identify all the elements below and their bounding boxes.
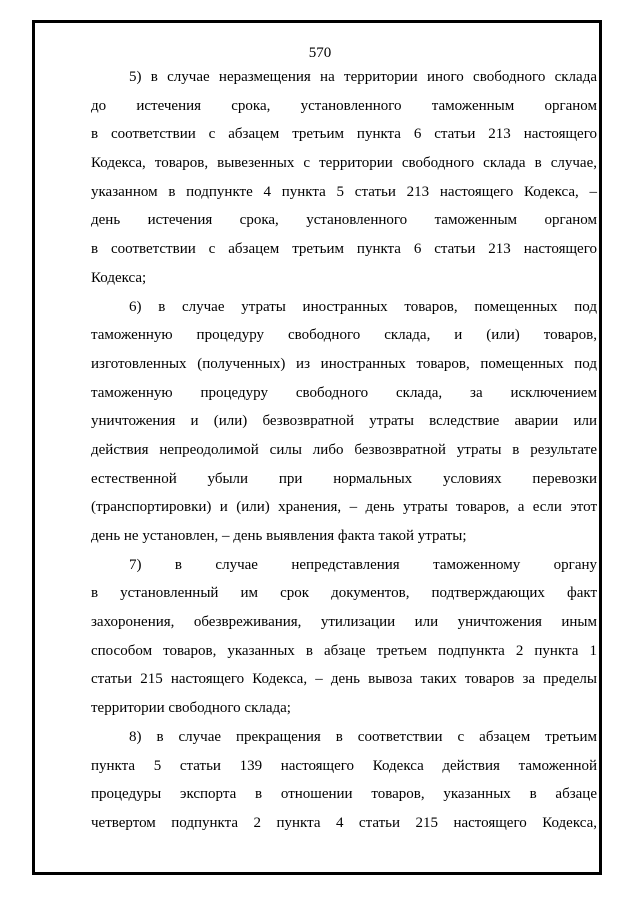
text-line: статьи 215 настоящего Кодекса, – день вывоза таких товаров за пределы [91, 671, 597, 688]
text-line: день не установлен, – день выявления факта такой утраты; [91, 528, 467, 544]
text-line: пункта 5 статьи 139 настоящего Кодекса действия таможенной [91, 757, 597, 774]
text-line: указанном в подпункте 4 пункта 5 статьи 213 настоящего Кодекса, – [91, 183, 597, 200]
text-line: территории свободного склада; [91, 700, 291, 717]
text-line: в установленный им срок документов, подтверждающих факт [91, 585, 597, 602]
document-body [91, 63, 597, 838]
paragraph [91, 551, 597, 723]
text-line: в соответствии с абзацем третьим пункта 6 статьи 213 настоящего [91, 126, 597, 143]
text-line: Кодекса; [91, 269, 147, 286]
text-line: (транспортировки) и (или) хранения, – день утраты товаров, а если этот [91, 499, 597, 516]
text-line: способом товаров, указанных в абзаце третьем подпункта 2 пункта 1 [91, 642, 597, 659]
text-line: четвертом подпункта 2 пункта 4 статьи 215 настоящего Кодекса, [91, 814, 597, 831]
text-line: изготовленных (полученных) из иностранных товаров, помещенных под [91, 355, 597, 372]
text-line: день истечения срока, установленного таможенным органом [91, 212, 597, 229]
text-line: 8) в случае прекращения в соответствии с абзацем третьим [129, 728, 597, 745]
text-line: 7) в случае непредставления таможенному органу [129, 556, 597, 573]
text-line: Кодекса, товаров, вывезенных с территории свободного склада в случае, [91, 155, 597, 172]
text-line: действия непреодолимой силы либо безвозвратной утраты в результате [91, 441, 597, 458]
text-line: до истечения срока, установленного таможенным органом [91, 97, 597, 114]
paragraph [91, 63, 597, 293]
text-line: естественной убыли при нормальных условиях перевозки [91, 470, 597, 487]
text-line: 6) в случае утраты иностранных товаров, помещенных под [129, 298, 597, 315]
text-line: уничтожения и (или) безвозвратной утраты вследствие аварии или [91, 413, 597, 430]
paragraph [91, 293, 597, 551]
text-line: захоронения, обезвреживания, утилизации или уничтожения иным [91, 614, 597, 631]
text-line: таможенную процедуру свободного склада, за исключением [91, 384, 597, 401]
text-line: 5) в случае неразмещения на территории иного свободного склада [129, 69, 597, 85]
text-line: процедуры экспорта в отношении товаров, указанных в абзаце [91, 786, 597, 803]
page-number: 570 [308, 45, 332, 61]
text-line: таможенную процедуру свободного склада, и (или) товаров, [91, 327, 597, 344]
text-line: в соответствии с абзацем третьим пункта 6 статьи 213 настоящего [91, 241, 597, 258]
paragraph [91, 723, 597, 838]
